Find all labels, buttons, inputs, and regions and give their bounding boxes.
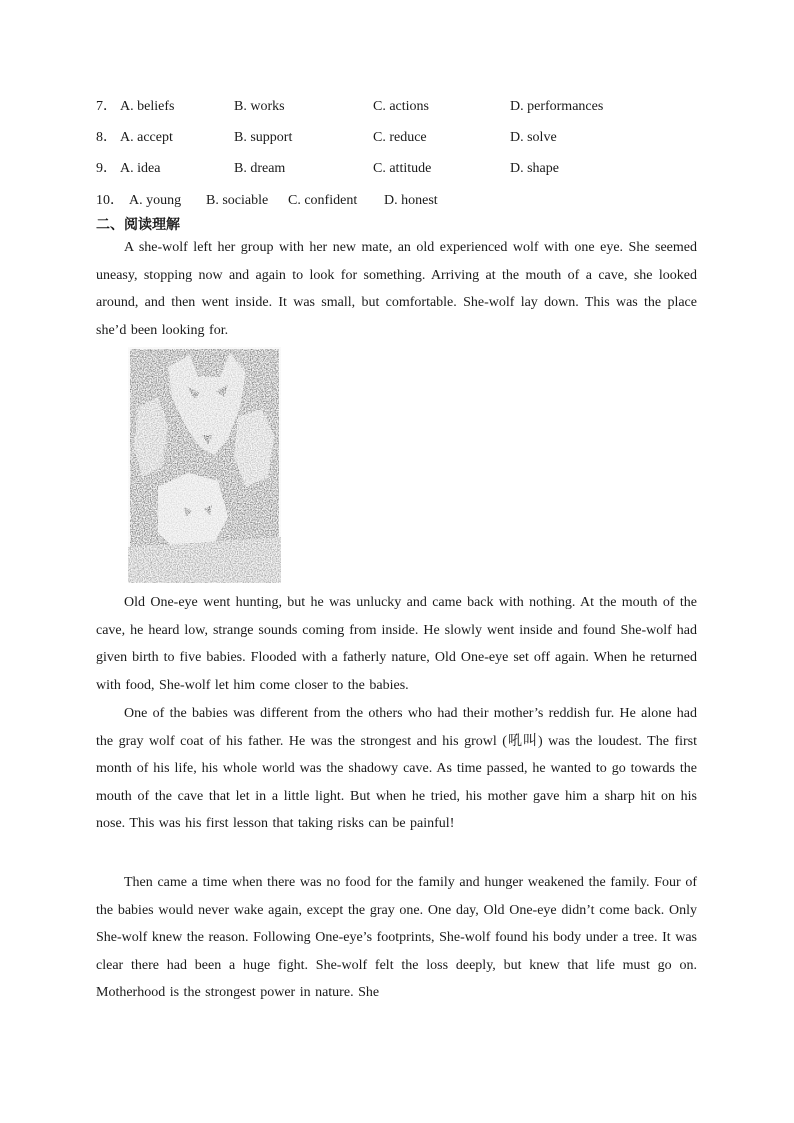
- option-b: B. works: [234, 99, 285, 114]
- wolf-illustration: [128, 347, 281, 583]
- question-number: 7．: [96, 99, 117, 114]
- option-d: D. performances: [510, 99, 604, 114]
- section-title: 二、阅读理解: [96, 217, 180, 233]
- paragraph-1: A she-wolf left her group with her new mate, an old experienced wolf with one eye. She seemed uneasy, stopping now and again to look for something. Arriving at the mouth of a cave, she looked around, and then went inside. It was small, but comfortable. She-wolf lay down. This was the place she’d been looking for.: [96, 240, 697, 338]
- question-8: [96, 128, 656, 148]
- question-number: 9．: [96, 161, 117, 176]
- paragraph-4: Then came a time when there was no food for the family and hunger weakened the family. Four of the babies would never wake again, except the gray one. One day, Old One-eye didn’t come back. Only She-wolf knew the reason. Following One-eye’s footprints, She-wolf found his body under a tree. It was clear there had been a huge fight. She-wolf felt the loss deeply, but knew that life must go on. Motherhood is the strongest power in nature. She: [96, 875, 697, 1001]
- paragraph-3: One of the babies was different from the others who had their mother’s reddish fur. He alone had the gray wolf coat of his father. He was the strongest and his growl (吼叫) was the loudest. The first month of his life, his whole world was the shadowy cave. As time passed, he wanted to go towards the mouth of the cave that let in a little light. But when he tried, his mother gave him a sharp hit on his nose. This was his first lesson that taking risks can be painful!: [96, 706, 697, 832]
- option-d: D. solve: [510, 130, 557, 145]
- question-7: [96, 97, 656, 117]
- option-c: C. attitude: [373, 161, 432, 176]
- question-number: 8．: [96, 130, 117, 145]
- question-9: [96, 159, 656, 179]
- option-a: A. beliefs: [120, 99, 175, 114]
- option-c: C. reduce: [373, 130, 427, 145]
- option-d: D. honest: [384, 193, 438, 208]
- option-b: B. support: [234, 130, 293, 145]
- option-b: B. dream: [234, 161, 286, 176]
- question-10: [96, 191, 656, 211]
- question-number: 10．: [96, 193, 124, 208]
- wolf-image-icon: [128, 347, 281, 583]
- option-a: A. young: [129, 193, 182, 208]
- option-c: C. confident: [288, 193, 358, 208]
- option-d: D. shape: [510, 161, 559, 176]
- option-c: C. actions: [373, 99, 429, 114]
- option-a: A. accept: [120, 130, 173, 145]
- paragraph-2: Old One-eye went hunting, but he was unlucky and came back with nothing. At the mouth of the cave, he heard low, strange sounds coming from inside. He slowly went inside and found She-wolf had given birth to five babies. Flooded with a fatherly nature, Old One-eye set off again. When he returned with food, She-wolf let him come closer to the babies.: [96, 595, 697, 693]
- option-b: B. sociable: [206, 193, 269, 208]
- option-a: A. idea: [120, 161, 161, 176]
